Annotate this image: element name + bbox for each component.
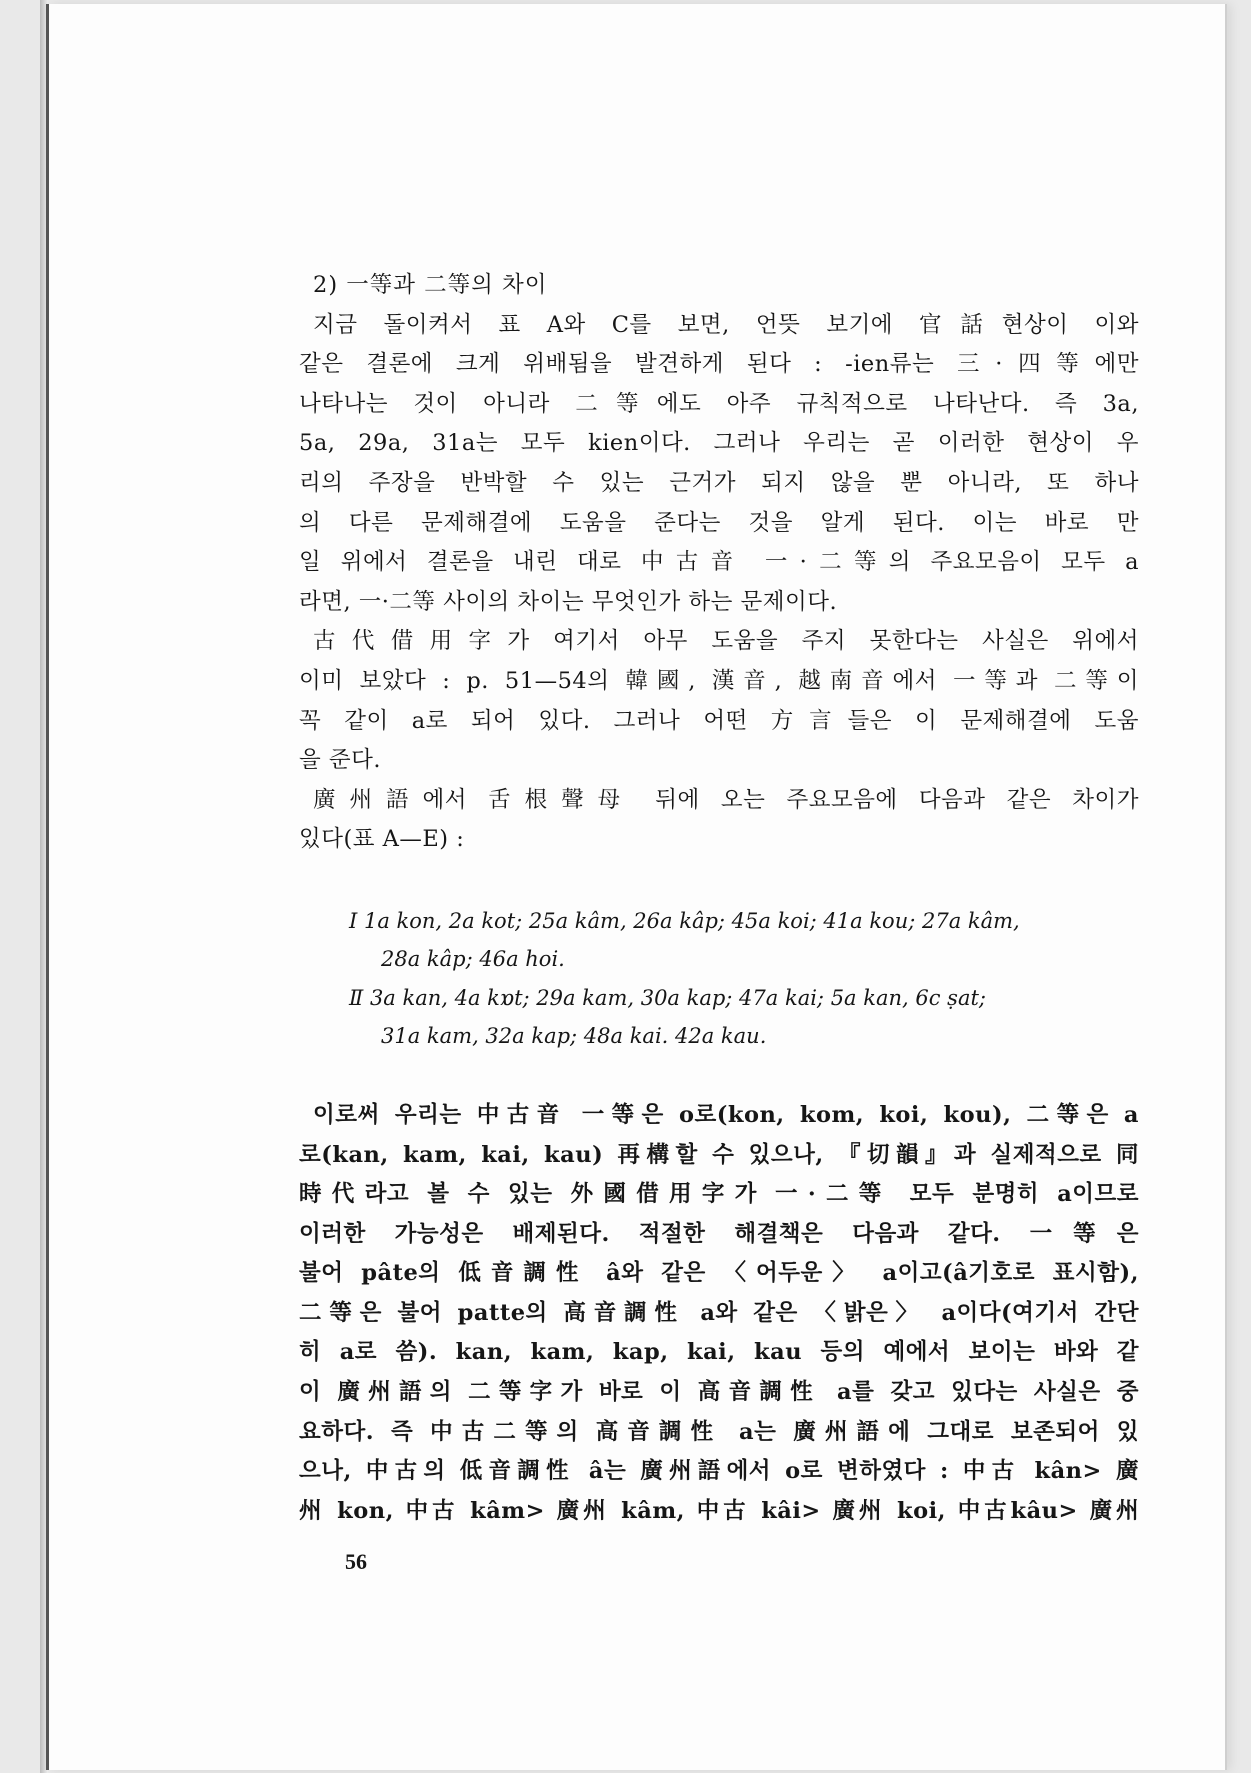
text-line: 을 준다.	[299, 747, 382, 774]
book-page	[46, 4, 1225, 1770]
text-line: 時代라고 볼 수 있는 外國借用字가 一·二等 모두 분명히 a이므로	[299, 1181, 1139, 1208]
text-line: 요하다. 즉 中古二等의 高音調性 a는 廣州語에 그대로 보존되어 있	[299, 1418, 1139, 1445]
text-line: 古代借用字가 여기서 아무 도움을 주지 못한다는 사실은 위에서	[313, 628, 1139, 655]
text-line: 리의 주장을 반박할 수 있는 근거가 되지 않을 뿐 아니라, 또 하나	[299, 469, 1139, 496]
text-line: 廣州語에서 舌根聲母 뒤에 오는 주요모음에 다음과 같은 차이가	[313, 786, 1139, 813]
example-row-2-continued: 31a kam, 32a kap; 48a kai. 42a kau.	[381, 1024, 767, 1049]
text-line: 二等은 불어 patte의 高音調性 a와 같은 〈밝은〉 a이다(여기서 간단	[299, 1299, 1139, 1326]
text-line: 같은 결론에 크게 위배됨을 발견하게 된다 : -ien류는 三·四等에만	[299, 351, 1139, 378]
text-line: 이러한 가능성은 배제된다. 적절한 해결책은 다음과 같다. 一等은	[299, 1220, 1139, 1247]
text-line: 의 다른 문제해결에 도움을 준다는 것을 알게 된다. 이는 바로 만	[299, 509, 1139, 536]
paragraph-4	[299, 1096, 1139, 1532]
text-line: 있다(표 A—E) :	[299, 826, 465, 853]
page-number: 56	[345, 1549, 367, 1574]
text-line: 으나, 中古의 低音調性 â는 廣州語에서 o로 변하였다 : 中古 kân> 廣	[299, 1458, 1139, 1485]
text-line: 불어 pâte의 低音調性 â와 같은 〈어두운〉 a이고(â기호로 표시함),	[299, 1260, 1139, 1287]
text-line: 州 kon, 中古 kâm> 廣州 kâm, 中古 kâi> 廣州 koi, 中古kâu> 廣州	[299, 1497, 1139, 1524]
example-row-2: Ⅱ 3a kan, 4a kɒt; 29a kam, 30a kap; 47a kai; 5a kan, 6c ṣat;	[349, 985, 986, 1010]
text-line: 나타나는 것이 아니라 二等에도 아주 규칙적으로 나타난다. 즉 3a,	[299, 390, 1139, 417]
text-line: 이로써 우리는 中古音 一等은 o로(kon, kom, koi, kou), 二等은 a	[313, 1101, 1139, 1128]
paragraph-2	[299, 622, 1139, 780]
text-line: 꼭 같이 a로 되어 있다. 그러나 어떤 方言들은 이 문제해결에 도움	[299, 707, 1139, 734]
text-line: 라면, 一·二等 사이의 차이는 무엇인가 하는 문제이다.	[299, 588, 838, 615]
text-line: 히 a로 씀). kan, kam, kap, kai, kau 등의 예에서 보이는 바와 같	[299, 1339, 1139, 1366]
text-line: 이미 보았다 : p. 51—54의 韓國, 漢音, 越南音에서 一等과 二等이	[299, 667, 1139, 694]
text-line: 지금 돌이켜서 표 A와 C를 보면, 언뜻 보기에 官話현상이 이와	[313, 311, 1139, 338]
text-line: 로(kan, kam, kai, kau) 再構할 수 있으나, 『切韻』과 실제적으로 同	[299, 1141, 1139, 1168]
text-line: 이 廣州語의 二等字가 바로 이 高音調性 a를 갖고 있다는 사실은 중	[299, 1379, 1139, 1406]
section-heading: 2) 一等과 二等의 차이	[313, 272, 548, 298]
paragraph-1	[299, 306, 1139, 623]
example-list	[299, 902, 1139, 1056]
paragraph-3	[299, 781, 1139, 860]
page-text	[299, 266, 1139, 1531]
example-row-1-continued: 28a kâp; 46a hoi.	[381, 947, 565, 972]
example-row-1: Ⅰ 1a kon, 2a kot; 25a kâm, 26a kâp; 45a koi; 41a kou; 27a kâm,	[349, 908, 1020, 933]
text-line: 5a, 29a, 31a는 모두 kien이다. 그러나 우리는 곧 이러한 현상이 우	[299, 430, 1139, 457]
text-line: 일 위에서 결론을 내린 대로 中古音 一·二等의 주요모음이 모두 a	[299, 549, 1139, 576]
